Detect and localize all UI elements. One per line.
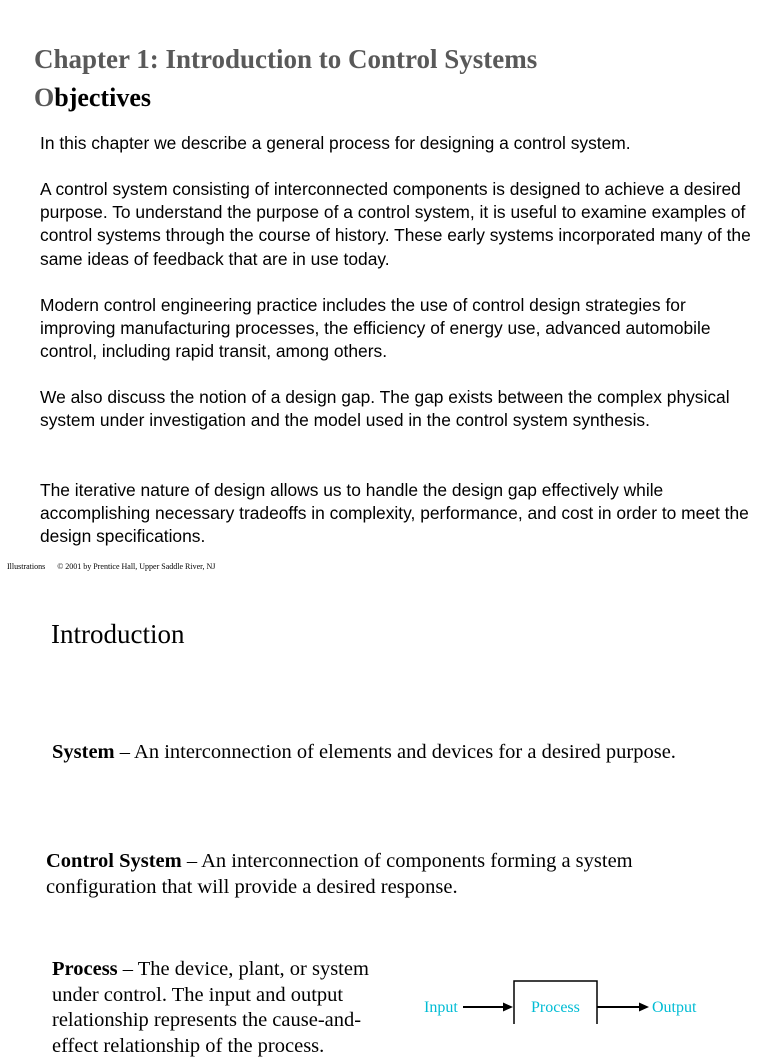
process-label: Process [531,999,580,1016]
objectives-first-letter: O [34,83,55,112]
footer-label: Illustrations [7,562,46,571]
paragraph-4: We also discuss the notion of a design gap. The gap exists between the complex physical system under investigation and the model used in the control system synthesis. [40,387,730,431]
input-arrowhead [503,1003,513,1012]
process-def-text: – The device, plant, or system under control. The input and output relationship represents the cause-and-effect relationship of the process. [52,958,369,1057]
control-system-def-text: – An interconnection of components forming a system configuration that will provide a desired response. [46,850,633,898]
process-term: Process [52,958,118,980]
system-def-text: – An interconnection of elements and devices for a desired purpose. [114,741,676,763]
input-label: Input [424,999,458,1016]
copyright-footer [7,562,215,571]
paragraph-1: In this chapter we describe a general process for designing a control system. [40,133,631,153]
output-label: Output [652,999,697,1016]
paragraph-3: Modern control engineering practice includes the use of control design strategies for improving manufacturing processes, the efficiency of energy use, advanced automobile control, including rapid transit, among others. [40,295,711,362]
process-definition [52,957,392,1059]
system-term: System [52,741,115,763]
system-definition [52,740,752,766]
control-system-term: Control System [46,850,182,872]
objectives-heading [34,83,151,113]
chapter-title: Chapter 1: Introduction to Control Systems [34,44,538,74]
footer-copyright: © 2001 by Prentice Hall, Upper Saddle River, NJ [57,562,216,571]
introduction-heading: Introduction [51,619,185,649]
paragraph-2: A control system consisting of interconnected components is designed to achieve a desired purpose. To understand the purpose of a control system, it is useful to examine examples of control systems through the course of history. These early systems incorporated many of the same ideas of feedback that are in use today. [40,179,751,269]
control-system-definition [46,849,686,900]
objectives-rest: bjectives [54,83,151,112]
output-arrowhead [639,1003,649,1012]
process-block-diagram [410,975,720,1024]
paragraph-5: The iterative nature of design allows us to handle the design gap effectively while accomplishing necessary tradeoffs in complexity, performance, and cost in order to meet the design specifications. [40,480,749,547]
